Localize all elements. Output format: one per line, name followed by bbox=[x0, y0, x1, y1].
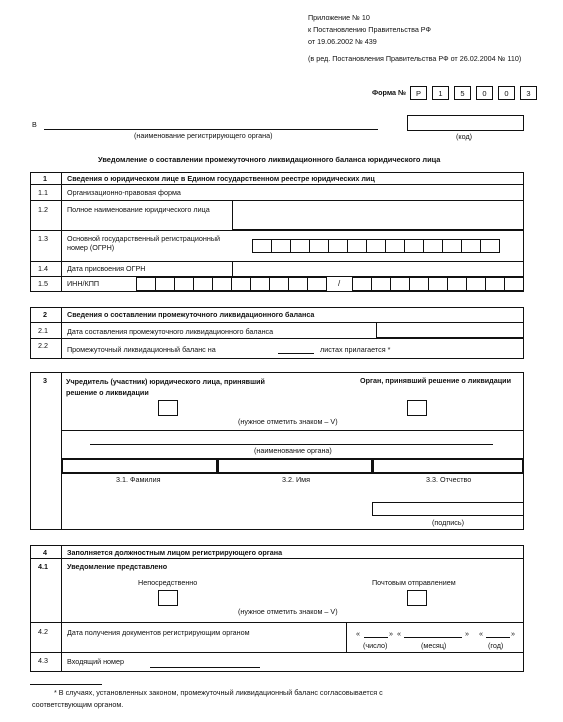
kpp-cell[interactable] bbox=[428, 277, 448, 291]
ogrn-cell[interactable] bbox=[271, 239, 291, 253]
s1-1-num: 1.1 bbox=[38, 188, 48, 197]
s3-num: 3 bbox=[43, 376, 47, 385]
s2-1-num: 2.1 bbox=[38, 326, 48, 335]
s1-4-num: 1.4 bbox=[38, 264, 48, 273]
s1-1-label: Организационно-правовая форма bbox=[67, 188, 181, 197]
inn-cell[interactable] bbox=[231, 277, 251, 291]
authority-code-caption: (код) bbox=[456, 132, 473, 141]
s4-mail-label: Почтовым отправлением bbox=[372, 578, 456, 587]
form-code-cell bbox=[476, 86, 493, 100]
authority-name-caption: (наименование регистрирующего органа) bbox=[134, 131, 273, 140]
regulation-header bbox=[308, 12, 521, 65]
inn-cell[interactable] bbox=[269, 277, 289, 291]
direct-checkbox[interactable] bbox=[158, 590, 178, 606]
inn-cell[interactable] bbox=[250, 277, 270, 291]
ogrn-cell[interactable] bbox=[404, 239, 424, 253]
header-line-3: от 19.06.2002 № 439 bbox=[308, 37, 377, 46]
s3-name-caption: 3.2. Имя bbox=[282, 475, 310, 484]
s1-2-label: Полное наименование юридического лица bbox=[67, 205, 210, 214]
form-code-cell bbox=[454, 86, 471, 100]
month-caption: (месяц) bbox=[421, 641, 447, 650]
ogrn-cell[interactable] bbox=[461, 239, 481, 253]
day-caption: (число) bbox=[363, 641, 388, 650]
full-name-field[interactable] bbox=[232, 200, 524, 230]
kpp-cell[interactable] bbox=[371, 277, 391, 291]
s4-1-num: 4.1 bbox=[38, 562, 48, 571]
ogrn-cell[interactable] bbox=[290, 239, 310, 253]
organ-checkbox[interactable] bbox=[407, 400, 427, 416]
ogrn-cell[interactable] bbox=[480, 239, 500, 253]
kpp-cell[interactable] bbox=[447, 277, 467, 291]
inn-cell[interactable] bbox=[212, 277, 232, 291]
s2-heading: Сведения о составлении промежуточного ликвидационного баланса bbox=[67, 310, 315, 319]
s1-5-num: 1.5 bbox=[38, 279, 48, 288]
authority-prefix: В bbox=[32, 120, 37, 129]
founder-checkbox[interactable] bbox=[158, 400, 178, 416]
ogrn-cell[interactable] bbox=[252, 239, 272, 253]
ogrn-cell[interactable] bbox=[328, 239, 348, 253]
signature-field[interactable] bbox=[372, 502, 524, 516]
form-code-char: 1 bbox=[438, 89, 443, 98]
first-name-field[interactable] bbox=[218, 459, 372, 473]
month-field[interactable] bbox=[404, 637, 462, 638]
form-code-char: Р bbox=[415, 89, 421, 98]
kpp-cell[interactable] bbox=[504, 277, 524, 291]
inn-cell[interactable] bbox=[307, 277, 327, 291]
year-open-quote: « bbox=[479, 629, 483, 638]
ogrn-cell[interactable] bbox=[309, 239, 329, 253]
kpp-cell[interactable] bbox=[485, 277, 505, 291]
inn-cell[interactable] bbox=[136, 277, 156, 291]
form-code-char: 0 bbox=[504, 89, 509, 98]
s4-1-label: Уведомление представлено bbox=[67, 562, 168, 571]
inn-cell[interactable] bbox=[174, 277, 194, 291]
form-code-char: 0 bbox=[482, 89, 487, 98]
ogrn-cell[interactable] bbox=[423, 239, 443, 253]
day-open-quote: « bbox=[356, 629, 360, 638]
day-close-quote: » bbox=[389, 629, 393, 638]
s4-heading: Заполняется должностным лицом регистрирующего органа bbox=[67, 548, 283, 557]
s1-3-num: 1.3 bbox=[38, 234, 48, 243]
kpp-cell[interactable] bbox=[466, 277, 486, 291]
authority-name-line[interactable] bbox=[44, 129, 378, 130]
s3-founder-label: Учредитель (участник) юридического лица, принявший решение о ликвидации bbox=[66, 377, 265, 397]
s1-heading: Сведения о юридическом лице в Едином государственном реестре юридических лиц bbox=[67, 174, 375, 183]
day-field[interactable] bbox=[364, 637, 388, 638]
footnote-rule bbox=[30, 684, 102, 685]
incoming-number-field[interactable] bbox=[150, 667, 260, 668]
s3-signature-caption: (подпись) bbox=[432, 518, 464, 527]
header-line-2: к Постановлению Правительства РФ bbox=[308, 25, 431, 34]
s4-2-num: 4.2 bbox=[38, 627, 48, 636]
form-code-cell bbox=[410, 86, 427, 100]
inn-cell[interactable] bbox=[193, 277, 213, 291]
document-title: Уведомление о составлении промежуточного ликвидационного баланса юридического лица bbox=[98, 155, 441, 164]
s2-2-num: 2.2 bbox=[38, 341, 48, 350]
kpp-cell[interactable] bbox=[409, 277, 429, 291]
month-close-quote: » bbox=[465, 629, 469, 638]
s4-2-label: Дата получения документов регистрирующим органом bbox=[67, 628, 250, 637]
s3-organ-caption: (наименование органа) bbox=[254, 446, 332, 455]
year-field[interactable] bbox=[486, 637, 510, 638]
form-code-char: 3 bbox=[526, 89, 531, 98]
ogrn-cell[interactable] bbox=[347, 239, 367, 253]
kpp-cell[interactable] bbox=[352, 277, 372, 291]
surname-field[interactable] bbox=[62, 459, 217, 473]
s3-surname-caption: 3.1. Фамилия bbox=[116, 475, 161, 484]
s3-patronymic-caption: 3.3. Отчество bbox=[426, 475, 472, 484]
month-open-quote: « bbox=[397, 629, 401, 638]
s1-3-label: Основной государственный регистрационный номер (ОГРН) bbox=[67, 234, 221, 252]
sheets-count-field[interactable] bbox=[278, 353, 314, 354]
s2-num: 2 bbox=[43, 310, 47, 319]
s4-num: 4 bbox=[43, 548, 47, 557]
header-line-1: Приложение № 10 bbox=[308, 13, 370, 22]
s4-mark-hint: (нужное отметить знаком – V) bbox=[238, 607, 338, 616]
s2-1-label: Дата составления промежуточного ликвидационного баланса bbox=[67, 327, 274, 336]
patronymic-field[interactable] bbox=[373, 459, 523, 473]
s2-2-suffix: листах прилагается * bbox=[320, 345, 391, 354]
inn-cell[interactable] bbox=[155, 277, 175, 291]
year-caption: (год) bbox=[488, 641, 504, 650]
s3-organ-label: Орган, принявший решение о ликвидации bbox=[360, 376, 511, 385]
form-code-cell bbox=[520, 86, 537, 100]
kpp-cell[interactable] bbox=[390, 277, 410, 291]
year-close-quote: » bbox=[511, 629, 515, 638]
form-number-label: Форма № bbox=[372, 88, 407, 97]
form-code-char: 5 bbox=[460, 89, 465, 98]
organ-name-line[interactable] bbox=[90, 444, 493, 445]
form-code-cell bbox=[432, 86, 449, 100]
balance-date-field[interactable] bbox=[376, 322, 524, 338]
s1-4-label: Дата присвоения ОГРН bbox=[67, 264, 146, 273]
ogrn-cell[interactable] bbox=[366, 239, 386, 253]
header-line-4: (в ред. Постановления Правительства РФ от 26.02.2004 № 110) bbox=[308, 54, 522, 63]
s1-num: 1 bbox=[43, 174, 47, 183]
s2-2-label: Промежуточный ликвидационный баланс на bbox=[67, 345, 216, 354]
s3-mark-hint: (нужное отметить знаком – V) bbox=[238, 417, 338, 426]
form-code-cell bbox=[498, 86, 515, 100]
s1-2-num: 1.2 bbox=[38, 205, 48, 214]
ogrn-cell[interactable] bbox=[385, 239, 405, 253]
inn-kpp-slash: / bbox=[338, 279, 341, 288]
s4-3-num: 4.3 bbox=[38, 656, 48, 665]
s4-direct-label: Непосредственно bbox=[138, 578, 198, 587]
s4-3-label: Входящий номер bbox=[67, 657, 124, 666]
authority-code-field[interactable] bbox=[407, 115, 524, 131]
footnote-line-2: соответствующим органом. bbox=[32, 700, 124, 709]
footnote-line-1: * В случаях, установленных законом, промежуточный ликвидационный баланс согласовывается с bbox=[54, 688, 383, 697]
inn-cell[interactable] bbox=[288, 277, 308, 291]
ogrn-cell[interactable] bbox=[442, 239, 462, 253]
s1-5-label: ИНН/КПП bbox=[67, 279, 100, 288]
mail-checkbox[interactable] bbox=[407, 590, 427, 606]
